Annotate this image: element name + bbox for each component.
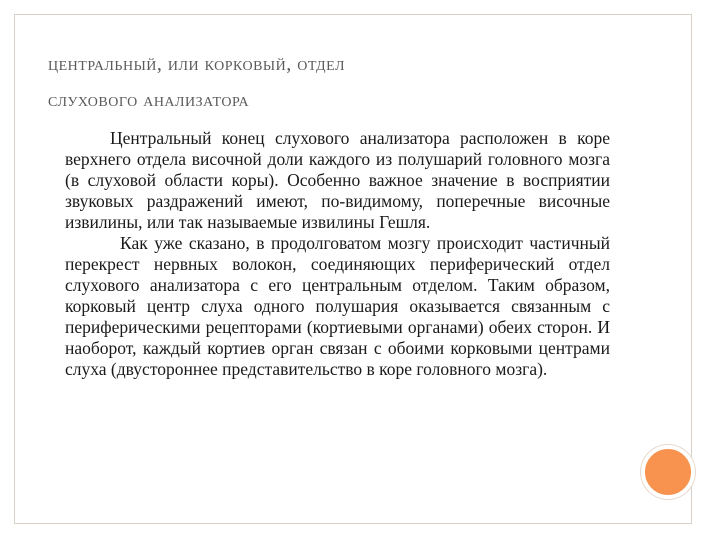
slide-title [48, 46, 628, 118]
title-line-2: слухового анализатора [48, 89, 250, 111]
title-line-1: центральный, или корковый, отдел [48, 53, 345, 75]
decorative-orange-circle [641, 445, 695, 499]
paragraph-1: Центральный конец слухового анализатора расположен в коре верхнего отдела височной доли каждого из полушарий головного мозга (в слуховой области коры). Особенно важное значение в восприятии звуковых раздражений имеют, по-видимому, поперечные височные извилины, или так называемые извилины Гешля. [65, 128, 610, 232]
slide-body [65, 128, 610, 380]
paragraph-2: Как уже сказано, в продолговатом мозгу происходит частичный перекрест нервных волокон, соединяющих периферический отдел слухового анализатора с его центральным отделом. Таким образом, корковый центр слуха одного полушария оказывается связанным с периферическими рецепторами (кортиевыми органами) обеих сторон. И наоборот, каждый кортиев орган связан с обоими корковыми центрами слуха (двустороннее представительство в коре головного мозга). [65, 233, 610, 379]
